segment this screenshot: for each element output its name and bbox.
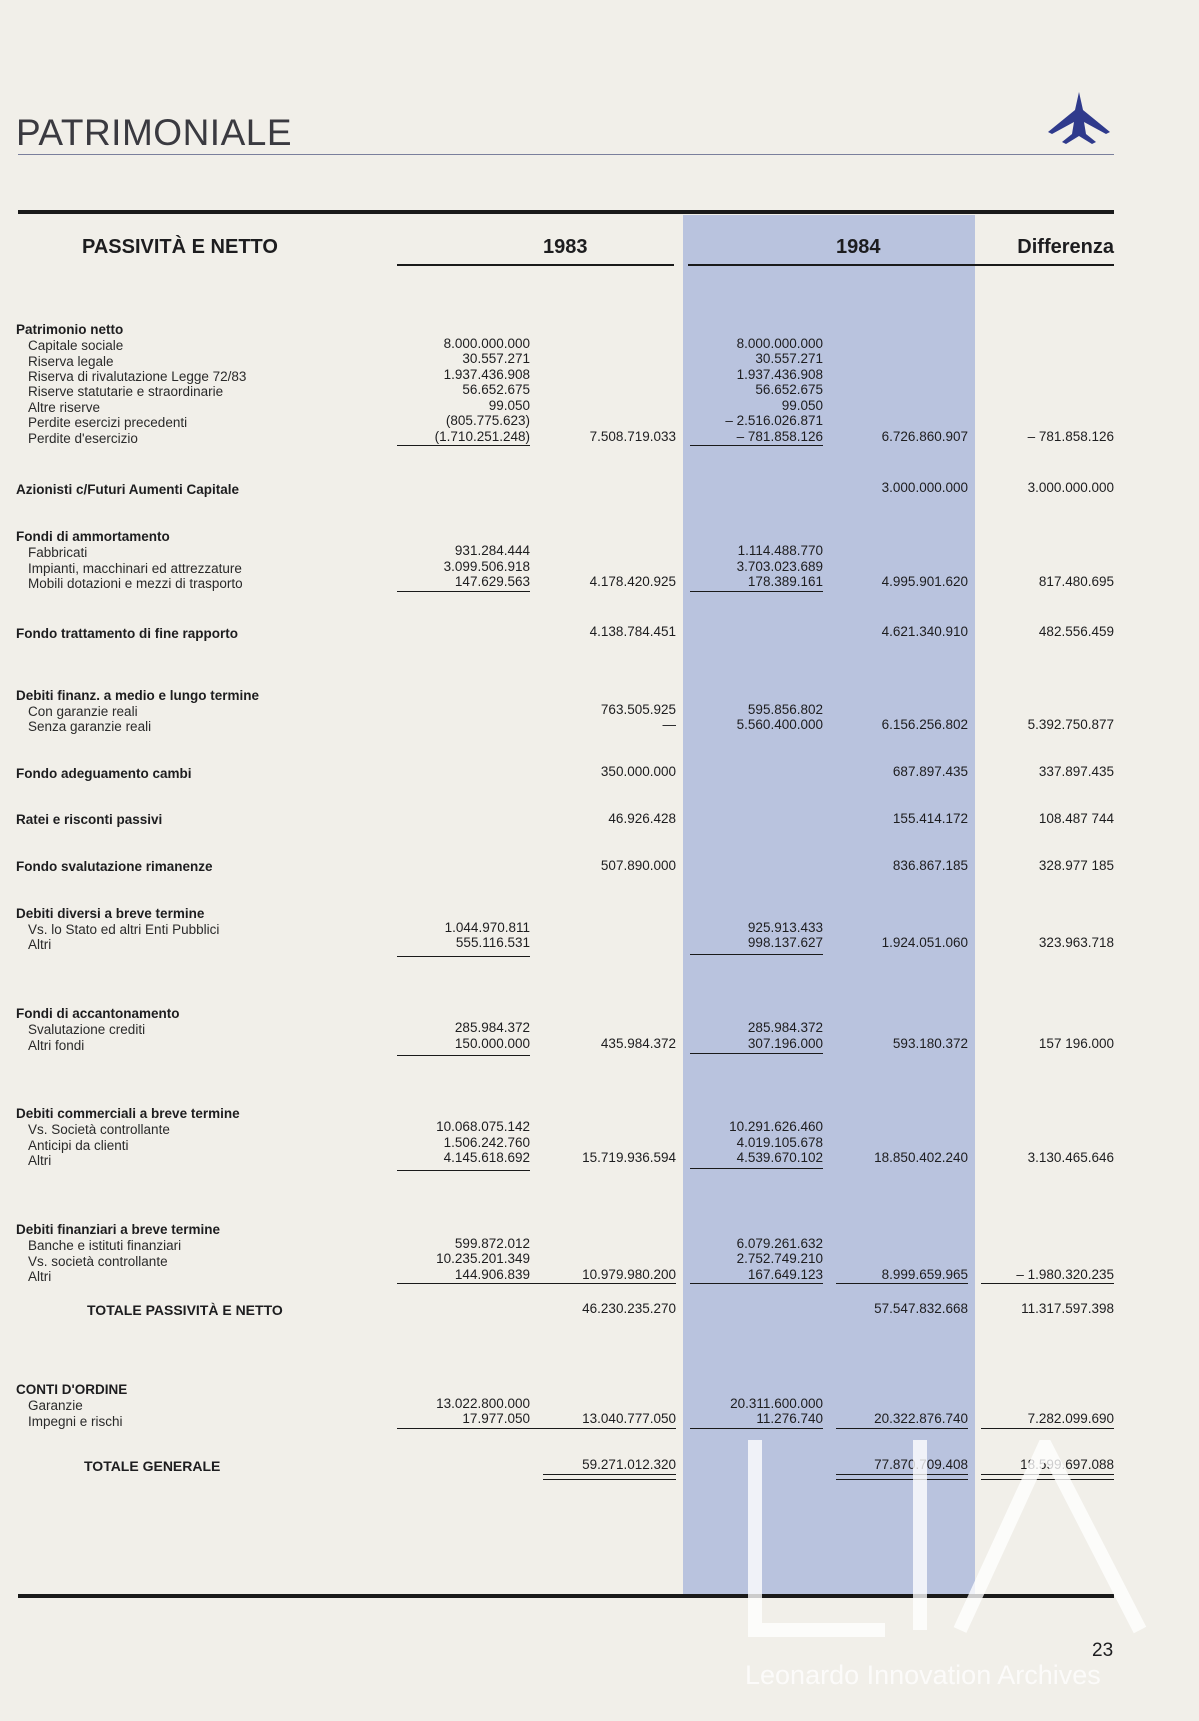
header-rule-1983 bbox=[397, 264, 674, 266]
value-1983: 144.906.839 bbox=[454, 1267, 530, 1282]
value-1983: 10.068.075.142 bbox=[436, 1119, 530, 1134]
item-label: Impegni e rischi bbox=[28, 1414, 123, 1429]
value-1984: 99.050 bbox=[781, 398, 823, 413]
underline bbox=[690, 1053, 823, 1054]
section-title: Debiti diversi a breve termine bbox=[16, 906, 205, 921]
item-label: Altri bbox=[28, 937, 52, 952]
difference: 3.130.465.646 bbox=[1027, 1150, 1114, 1165]
difference: 323.963.718 bbox=[1038, 935, 1114, 950]
item-label: Garanzie bbox=[28, 1398, 83, 1413]
difference: – 1.980.320.235 bbox=[1016, 1267, 1114, 1282]
section-title: Debiti finanz. a medio e lungo termine bbox=[16, 688, 260, 703]
total-1983: 59.271.012.320 bbox=[582, 1457, 676, 1472]
value-1983: 555.116.531 bbox=[455, 935, 530, 950]
item-label: Riserva legale bbox=[28, 354, 114, 369]
underline bbox=[981, 1428, 1114, 1429]
value-1983: (805.775.623) bbox=[445, 413, 530, 428]
section-title: Ratei e risconti passivi bbox=[16, 812, 163, 827]
watermark-text: Leonardo Innovation Archives bbox=[745, 1660, 1101, 1690]
underline bbox=[690, 1168, 823, 1169]
difference: – 781.858.126 bbox=[1027, 429, 1114, 444]
item-label: Con garanzie reali bbox=[28, 704, 138, 719]
item-label: Fabbricati bbox=[28, 545, 88, 560]
underline bbox=[836, 1283, 968, 1284]
difference: 157 196.000 bbox=[1038, 1036, 1114, 1051]
difference: 3.000.000.000 bbox=[1027, 480, 1114, 495]
value-1984: 56.652.675 bbox=[755, 382, 823, 397]
section-title: Debiti commerciali a breve termine bbox=[16, 1106, 240, 1121]
item-label: Vs. lo Stato ed altri Enti Pubblici bbox=[28, 922, 220, 937]
underline bbox=[690, 591, 823, 592]
section-title: Azionisti c/Futuri Aumenti Capitale bbox=[16, 482, 240, 497]
underline bbox=[397, 1283, 676, 1284]
header-1984: 1984 bbox=[836, 236, 881, 258]
value-1983: 56.652.675 bbox=[462, 382, 530, 397]
value-1984: 1.937.436.908 bbox=[736, 367, 823, 382]
total-1984: 836.867.185 bbox=[892, 858, 968, 873]
value-1984: 178.389.161 bbox=[747, 574, 823, 589]
item-label: Anticipi da clienti bbox=[28, 1138, 129, 1153]
item-label: Impianti, macchinari ed attrezzature bbox=[28, 561, 242, 576]
total-1983: 507.890.000 bbox=[600, 858, 676, 873]
total-1983: 13.040.777.050 bbox=[582, 1411, 676, 1426]
value-1984: 5.560.400.000 bbox=[736, 717, 823, 732]
section-title: Fondi di accantonamento bbox=[16, 1006, 180, 1021]
item-label: Riserve statutarie e straordinarie bbox=[28, 384, 224, 399]
total-1983: 15.719.936.594 bbox=[582, 1150, 676, 1165]
item-label: Mobili dotazioni e mezzi di trasporto bbox=[28, 576, 243, 591]
item-label: Altri bbox=[28, 1153, 52, 1168]
total-1984: 3.000.000.000 bbox=[881, 480, 968, 495]
value-1984: 167.649.123 bbox=[747, 1267, 823, 1282]
value-1984: 998.137.627 bbox=[747, 935, 823, 950]
item-label: Altre riserve bbox=[28, 400, 101, 415]
underline bbox=[690, 1283, 823, 1284]
value-1984: 8.000.000.000 bbox=[736, 336, 823, 351]
value-1984: – 781.858.126 bbox=[736, 429, 823, 444]
item-label: Vs. Società controllante bbox=[28, 1122, 170, 1137]
value-1983: 285.984.372 bbox=[454, 1020, 530, 1035]
page-title: PATRIMONIALE bbox=[16, 112, 293, 153]
underline bbox=[397, 1170, 530, 1171]
value-1983: 1.937.436.908 bbox=[443, 367, 530, 382]
value-1983: 99.050 bbox=[488, 398, 530, 413]
total-1984: 593.180.372 bbox=[892, 1036, 968, 1051]
total-1984: 18.850.402.240 bbox=[874, 1150, 968, 1165]
total-1983: 435.984.372 bbox=[600, 1036, 676, 1051]
header-rule-1984 bbox=[688, 264, 1114, 266]
double-underline bbox=[543, 1474, 676, 1480]
title-rule bbox=[18, 154, 1114, 155]
value-1984: 285.984.372 bbox=[747, 1020, 823, 1035]
value-1983: 30.557.271 bbox=[462, 351, 530, 366]
value-1983: (1.710.251.248) bbox=[434, 429, 530, 444]
underline bbox=[690, 1428, 823, 1429]
item-label: Vs. società controllante bbox=[28, 1254, 168, 1269]
item-label: Riserva di rivalutazione Legge 72/83 bbox=[28, 369, 247, 384]
total-1984: 20.322.876.740 bbox=[874, 1411, 968, 1426]
value-1983: 4.145.618.692 bbox=[443, 1150, 530, 1165]
underline bbox=[397, 956, 530, 957]
total-1983: 10.979.980.200 bbox=[582, 1267, 676, 1282]
total-1984: 4.995.901.620 bbox=[881, 574, 968, 589]
underline bbox=[397, 1428, 676, 1429]
value-1984: 1.114.488.770 bbox=[737, 543, 823, 558]
airplane-logo-icon bbox=[1046, 90, 1112, 146]
value-1984: 3.703.023.689 bbox=[736, 559, 823, 574]
underline bbox=[981, 1283, 1114, 1284]
value-1984: 11.276.740 bbox=[756, 1411, 823, 1426]
difference: 5.392.750.877 bbox=[1027, 717, 1114, 732]
total-1984: 8.999.659.965 bbox=[881, 1267, 968, 1282]
value-1984: 925.913.433 bbox=[747, 920, 823, 935]
value-1983: 599.872.012 bbox=[454, 1236, 530, 1251]
underline bbox=[690, 445, 823, 446]
difference: 328.977 185 bbox=[1038, 858, 1114, 873]
total-1983: 7.508.719.033 bbox=[589, 429, 676, 444]
difference: 108.487 744 bbox=[1038, 811, 1114, 826]
total-1984: 155.414.172 bbox=[892, 811, 968, 826]
total-1983: 4.138.784.451 bbox=[589, 624, 676, 639]
value-1983: 763.505.925 bbox=[600, 702, 676, 717]
section-title: Fondo trattamento di fine rapporto bbox=[16, 626, 238, 641]
item-label: Svalutazione crediti bbox=[28, 1022, 146, 1037]
value-1983: 3.099.506.918 bbox=[443, 559, 530, 574]
item-label: Senza garanzie reali bbox=[28, 719, 152, 734]
item-label: Altri fondi bbox=[28, 1038, 85, 1053]
value-1983: 1.044.970.811 bbox=[444, 920, 530, 935]
item-label: Perdite esercizi precedenti bbox=[28, 415, 188, 430]
value-1984: 4.019.105.678 bbox=[736, 1135, 823, 1150]
underline bbox=[690, 954, 823, 955]
value-1984: 595.856.802 bbox=[747, 702, 823, 717]
value-1984: 30.557.271 bbox=[755, 351, 823, 366]
total-1983: 350.000.000 bbox=[600, 764, 676, 779]
value-1983: 150.000.000 bbox=[454, 1036, 530, 1051]
section-title: Debiti finanziari a breve termine bbox=[16, 1222, 221, 1237]
value-1983: 931.284.444 bbox=[454, 543, 530, 558]
item-label: Altri bbox=[28, 1269, 52, 1284]
total-passivita-label: TOTALE PASSIVITÀ E NETTO bbox=[87, 1302, 283, 1318]
difference: 817.480.695 bbox=[1038, 574, 1114, 589]
item-label: Banche e istituti finanziari bbox=[28, 1238, 182, 1253]
value-1984: 4.539.670.102 bbox=[736, 1150, 823, 1165]
value-1983: 1.506.242.760 bbox=[443, 1135, 530, 1150]
underline bbox=[397, 591, 530, 592]
value-1983: 10.235.201.349 bbox=[436, 1251, 530, 1266]
underline bbox=[836, 1428, 968, 1429]
value-1983: 8.000.000.000 bbox=[443, 336, 530, 351]
section-title: Fondo adeguamento cambi bbox=[16, 766, 192, 781]
total-1984: 687.897.435 bbox=[892, 764, 968, 779]
value-1984: 2.752.749.210 bbox=[736, 1251, 823, 1266]
difference: 482.556.459 bbox=[1038, 624, 1114, 639]
total-1984: 57.547.832.668 bbox=[874, 1301, 968, 1316]
underline bbox=[397, 445, 530, 446]
difference: 7.282.099.690 bbox=[1027, 1411, 1114, 1426]
value-1983: 147.629.563 bbox=[454, 574, 530, 589]
total-1983: 46.926.428 bbox=[608, 811, 676, 826]
item-label: Capitale sociale bbox=[28, 338, 124, 353]
underline bbox=[397, 1055, 530, 1056]
archive-watermark-logo bbox=[745, 1440, 1165, 1640]
value-1984: 10.291.626.460 bbox=[729, 1119, 823, 1134]
page-number: 23 bbox=[1092, 1640, 1114, 1661]
value-1984: – 2.516.026.871 bbox=[725, 413, 823, 428]
section-title: Fondo svalutazione rimanenze bbox=[16, 859, 213, 874]
difference: 18.599.697.088 bbox=[1020, 1457, 1114, 1472]
difference: 11.317.597.398 bbox=[1021, 1301, 1114, 1316]
header-label: PASSIVITÀ E NETTO bbox=[82, 236, 278, 258]
value-1983: — bbox=[662, 717, 676, 732]
difference: 337.897.435 bbox=[1038, 764, 1114, 779]
total-1983: 4.178.420.925 bbox=[589, 574, 676, 589]
total-1983: 46.230.235.270 bbox=[582, 1301, 676, 1316]
value-1984: 20.311.600.000 bbox=[730, 1396, 823, 1411]
total-generale-label: TOTALE GENERALE bbox=[84, 1458, 221, 1474]
section-title: Fondi di ammortamento bbox=[16, 529, 170, 544]
header-1983: 1983 bbox=[543, 236, 588, 258]
section-title: CONTI D'ORDINE bbox=[16, 1382, 128, 1397]
value-1984: 307.196.000 bbox=[747, 1036, 823, 1051]
header-differenza: Differenza bbox=[1017, 236, 1114, 258]
value-1983: 17.977.050 bbox=[462, 1411, 530, 1426]
total-1984: 77.870.709.408 bbox=[874, 1457, 968, 1472]
value-1983: 13.022.800.000 bbox=[436, 1396, 530, 1411]
top-rule bbox=[18, 210, 1114, 214]
total-1984: 6.156.256.802 bbox=[881, 717, 968, 732]
section-title: Patrimonio netto bbox=[16, 322, 124, 337]
total-1984: 4.621.340.910 bbox=[881, 624, 968, 639]
total-1984: 1.924.051.060 bbox=[881, 935, 968, 950]
total-1984: 6.726.860.907 bbox=[881, 429, 968, 444]
item-label: Perdite d'esercizio bbox=[28, 431, 138, 446]
value-1984: 6.079.261.632 bbox=[736, 1236, 823, 1251]
